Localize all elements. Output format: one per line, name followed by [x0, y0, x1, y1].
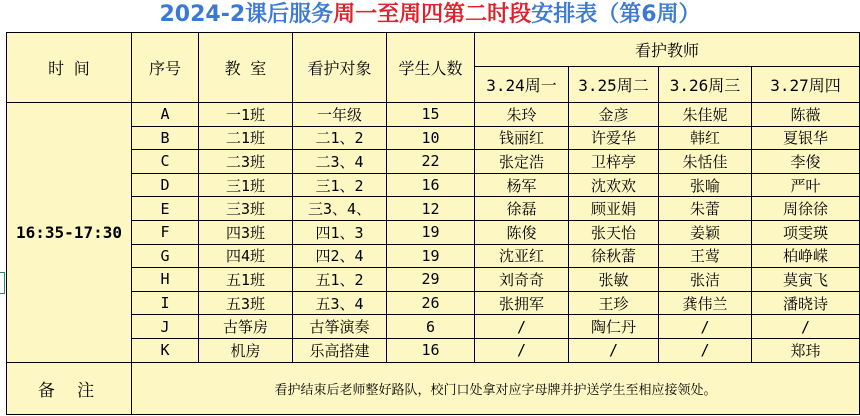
row-count: 10	[387, 126, 475, 150]
table-row	[7, 150, 860, 174]
table-row	[7, 244, 860, 268]
row-teacher-day-1: 陈俊	[475, 220, 569, 244]
row-teacher-day-3: 朱蕾	[659, 197, 752, 221]
row-teacher-day-4: 项雯瑛	[752, 220, 860, 244]
row-teacher-day-4: /	[752, 315, 860, 339]
row-seq: F	[132, 220, 199, 244]
header-day-1: 3.24周一	[475, 67, 569, 103]
title-part-3: 安排表（第6周）	[531, 2, 701, 27]
row-count: 19	[387, 244, 475, 268]
row-target: 四2、4	[293, 244, 387, 268]
title-part-1: 2024-2课后服务	[159, 2, 334, 27]
row-teacher-day-2: 徐秋蕾	[569, 244, 659, 268]
header-day-4: 3.27周四	[752, 67, 860, 103]
row-target: 二3、4	[293, 150, 387, 174]
row-target: 一年级	[293, 103, 387, 127]
schedule-table	[6, 32, 860, 415]
row-count: 16	[387, 338, 475, 362]
row-teacher-day-1: 徐磊	[475, 197, 569, 221]
sheet-edge-marker	[0, 272, 5, 294]
row-teacher-day-1: 杨军	[475, 173, 569, 197]
row-seq: A	[132, 103, 199, 127]
row-teacher-day-4: 李俊	[752, 150, 860, 174]
note-label: 备 注	[7, 362, 132, 414]
row-room: 二3班	[199, 150, 293, 174]
row-teacher-day-2: 张敏	[569, 268, 659, 292]
table-row	[7, 291, 860, 315]
row-teacher-day-3: /	[659, 338, 752, 362]
row-teacher-day-3: 张喻	[659, 173, 752, 197]
row-target: 三1、2	[293, 173, 387, 197]
row-teacher-day-2: 王珍	[569, 291, 659, 315]
row-teacher-day-1: 沈亚红	[475, 244, 569, 268]
header-count: 学生人数	[387, 33, 475, 103]
row-target: 四1、3	[293, 220, 387, 244]
row-count: 12	[387, 197, 475, 221]
row-teacher-day-3: 姜颖	[659, 220, 752, 244]
row-target: 乐高搭建	[293, 338, 387, 362]
row-teacher-day-1: 张定浩	[475, 150, 569, 174]
row-seq: D	[132, 173, 199, 197]
row-room: 一1班	[199, 103, 293, 127]
row-teacher-day-1: /	[475, 315, 569, 339]
row-teacher-day-2: /	[569, 338, 659, 362]
row-teacher-day-3: 王莺	[659, 244, 752, 268]
table-row	[7, 268, 860, 292]
row-seq: H	[132, 268, 199, 292]
row-target: 三3、4、	[293, 197, 387, 221]
page-title	[0, 0, 860, 30]
row-seq: I	[132, 291, 199, 315]
table-row	[7, 315, 860, 339]
row-room: 二1班	[199, 126, 293, 150]
row-target: 二1、2	[293, 126, 387, 150]
row-teacher-day-4: 严叶	[752, 173, 860, 197]
table-row	[7, 126, 860, 150]
row-room: 机房	[199, 338, 293, 362]
row-teacher-day-2: 沈欢欢	[569, 173, 659, 197]
schedule-sheet	[6, 32, 859, 414]
row-count: 6	[387, 315, 475, 339]
row-teacher-day-4: 陈薇	[752, 103, 860, 127]
table-row	[7, 103, 860, 127]
row-seq: E	[132, 197, 199, 221]
row-teacher-day-4: 郑玮	[752, 338, 860, 362]
row-teacher-day-2: 张天怡	[569, 220, 659, 244]
table-row	[7, 197, 860, 221]
row-room: 三1班	[199, 173, 293, 197]
header-teachers: 看护教师	[475, 33, 860, 67]
row-teacher-day-3: 朱佳妮	[659, 103, 752, 127]
title-part-2: 周一至周四第二时段	[333, 2, 532, 27]
row-teacher-day-3: 龚伟兰	[659, 291, 752, 315]
row-seq: J	[132, 315, 199, 339]
time-slot: 16:35-17:30	[7, 103, 132, 363]
row-teacher-day-4: 夏银华	[752, 126, 860, 150]
row-teacher-day-1: 朱玲	[475, 103, 569, 127]
row-teacher-day-4: 莫寅飞	[752, 268, 860, 292]
row-teacher-day-3: 张洁	[659, 268, 752, 292]
header-room: 教 室	[199, 33, 293, 103]
row-target: 古筝演奏	[293, 315, 387, 339]
row-room: 五1班	[199, 268, 293, 292]
row-count: 16	[387, 173, 475, 197]
header-day-2: 3.25周二	[569, 67, 659, 103]
row-teacher-day-1: 张拥军	[475, 291, 569, 315]
row-teacher-day-2: 卫梓亭	[569, 150, 659, 174]
table-row	[7, 173, 860, 197]
row-teacher-day-4: 潘晓诗	[752, 291, 860, 315]
row-count: 19	[387, 220, 475, 244]
row-count: 15	[387, 103, 475, 127]
row-teacher-day-2: 陶仁丹	[569, 315, 659, 339]
row-teacher-day-2: 顾亚娟	[569, 197, 659, 221]
row-teacher-day-1: 钱丽红	[475, 126, 569, 150]
row-count: 29	[387, 268, 475, 292]
row-count: 22	[387, 150, 475, 174]
note-text: 看护结束后老师整好路队，校门口处拿对应字母牌并护送学生至相应接领处。	[132, 362, 860, 414]
table-row	[7, 338, 860, 362]
row-seq: C	[132, 150, 199, 174]
table-row	[7, 220, 860, 244]
row-teacher-day-3: 朱恬佳	[659, 150, 752, 174]
row-teacher-day-3: /	[659, 315, 752, 339]
row-teacher-day-3: 韩红	[659, 126, 752, 150]
row-room: 三3班	[199, 197, 293, 221]
row-seq: K	[132, 338, 199, 362]
row-teacher-day-4: 柏峥嵘	[752, 244, 860, 268]
row-seq: G	[132, 244, 199, 268]
header-seq: 序号	[132, 33, 199, 103]
row-teacher-day-1: /	[475, 338, 569, 362]
row-teacher-day-1: 刘奇奇	[475, 268, 569, 292]
row-count: 26	[387, 291, 475, 315]
header-target: 看护对象	[293, 33, 387, 103]
header-day-3: 3.26周三	[659, 67, 752, 103]
row-room: 五3班	[199, 291, 293, 315]
row-target: 五3、4	[293, 291, 387, 315]
row-room: 古筝房	[199, 315, 293, 339]
row-target: 五1、2	[293, 268, 387, 292]
row-room: 四3班	[199, 220, 293, 244]
row-seq: B	[132, 126, 199, 150]
row-teacher-day-2: 金彦	[569, 103, 659, 127]
row-teacher-day-2: 许爱华	[569, 126, 659, 150]
header-time: 时 间	[7, 33, 132, 103]
row-room: 四4班	[199, 244, 293, 268]
row-teacher-day-4: 周徐徐	[752, 197, 860, 221]
